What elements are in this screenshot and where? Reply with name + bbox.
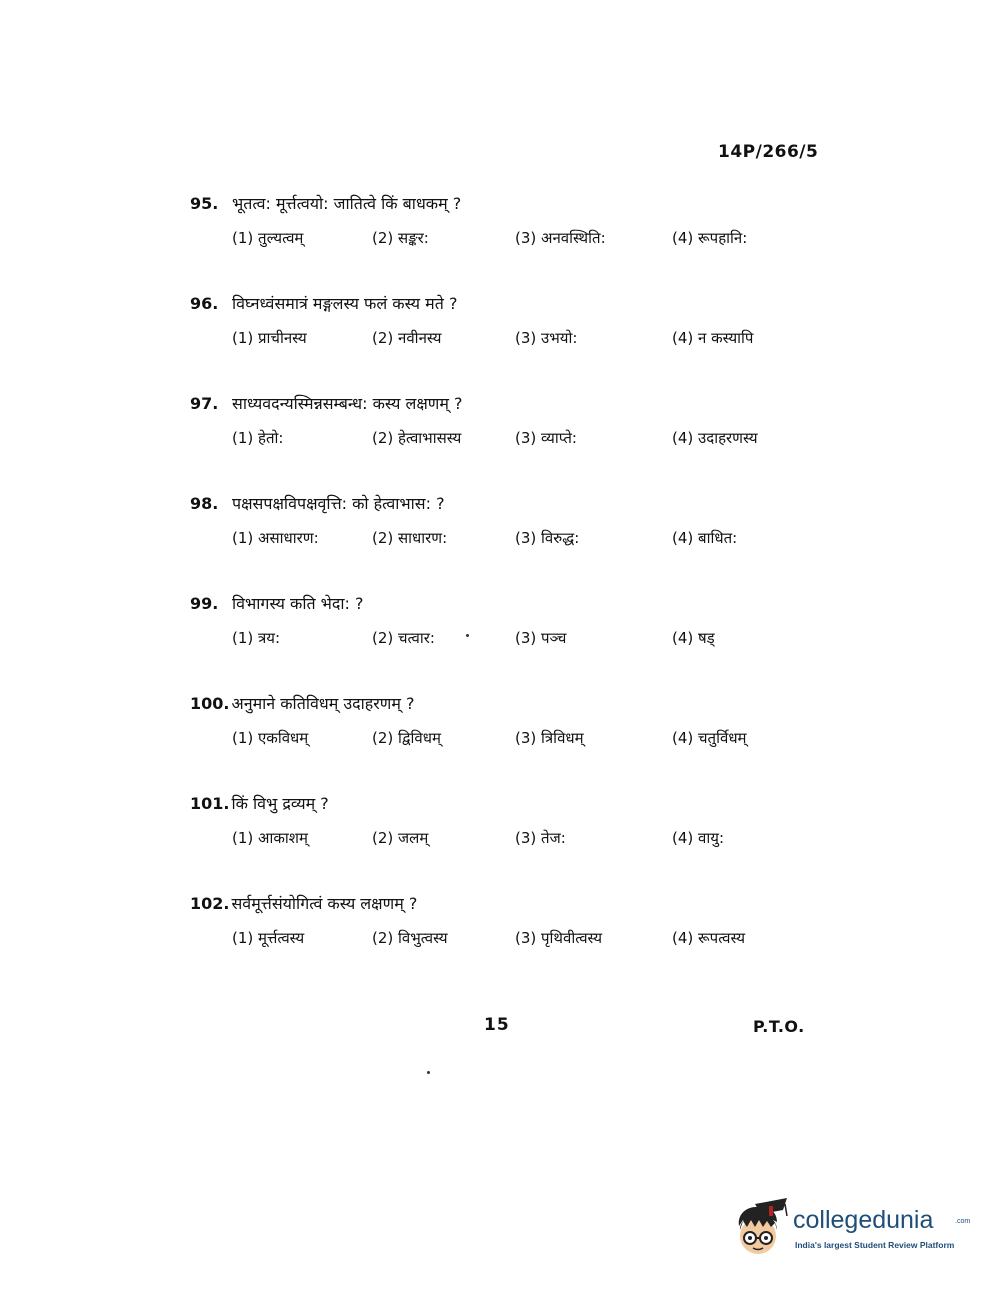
question-number: 102. (190, 894, 230, 913)
question-line (190, 492, 445, 514)
option-1: (1) त्रय: (232, 629, 281, 647)
option-3: (3) त्रिविधम् (515, 729, 584, 747)
question-number: 101. (190, 794, 230, 813)
question-100 (190, 692, 830, 792)
option-4: (4) रूपहानि: (672, 229, 748, 247)
question-number: 96. (190, 294, 219, 313)
option-2: (2) सङ्कर: (372, 229, 429, 247)
options-row (232, 228, 792, 254)
scan-speck (427, 1071, 430, 1074)
option-3: (3) अनवस्थिति: (515, 229, 606, 247)
question-text: किं विभु द्रव्यम् ? (231, 794, 329, 813)
options-row (232, 528, 792, 554)
option-2: (2) हेत्वाभासस्य (372, 429, 462, 447)
option-3: (3) उभयो: (515, 329, 578, 347)
question-number: 99. (190, 594, 219, 613)
option-1: (1) प्राचीनस्य (232, 329, 307, 347)
question-text: सर्वमूर्त्तसंयोगित्वं कस्य लक्षणम् ? (231, 894, 418, 913)
question-line (190, 392, 463, 414)
question-99 (190, 592, 830, 692)
paper-code: 14P/266/5 (718, 142, 819, 162)
graduate-mascot-icon (733, 1196, 791, 1260)
collegedunia-watermark (733, 1196, 971, 1266)
question-line (190, 592, 364, 614)
brand-tagline: India's largest Student Review Platform (795, 1240, 955, 1250)
option-2: (2) द्विविधम् (372, 729, 441, 747)
option-3: (3) पञ्च (515, 629, 567, 647)
brand-name: collegedunia (793, 1206, 934, 1234)
question-102 (190, 892, 830, 992)
options-row (232, 728, 792, 754)
question-text: साध्यवदन्यस्मिन्नसम्बन्ध: कस्य लक्षणम् ? (232, 394, 463, 413)
option-3: (3) विरुद्ध: (515, 529, 580, 547)
option-3: (3) व्याप्ते: (515, 429, 577, 447)
option-2: (2) विभुत्वस्य (372, 929, 448, 947)
options-row (232, 928, 792, 954)
option-2: (2) साधारण: (372, 529, 448, 547)
option-1: (1) तुल्यत्वम् (232, 229, 304, 247)
question-number: 97. (190, 394, 219, 413)
option-1: (1) हेतो: (232, 429, 284, 447)
option-4: (4) उदाहरणस्य (672, 429, 758, 447)
question-line (190, 292, 457, 314)
scan-speck (466, 634, 469, 637)
brand-suffix: .com (955, 1218, 971, 1225)
question-97 (190, 392, 830, 492)
options-row (232, 328, 792, 354)
option-4: (4) बाधित: (672, 529, 738, 547)
question-line (190, 792, 329, 814)
option-3: (3) पृथिवीत्वस्य (515, 929, 603, 947)
question-text: भूतत्व: मूर्त्तत्वयो: जातित्वे किं बाधकम् ? (232, 194, 462, 213)
option-4: (4) वायु: (672, 829, 724, 847)
page-number: 15 (484, 1015, 510, 1035)
option-2: (2) नवीनस्य (372, 329, 442, 347)
option-1: (1) असाधारण: (232, 529, 319, 547)
option-1: (1) मूर्त्तत्वस्य (232, 929, 305, 947)
question-number: 100. (190, 694, 230, 713)
option-4: (4) षड् (672, 629, 715, 647)
question-text: पक्षसपक्षविपक्षवृत्ति: को हेत्वाभास: ? (232, 494, 445, 513)
question-96 (190, 292, 830, 392)
option-1: (1) आकाशम् (232, 829, 308, 847)
question-line (190, 192, 461, 214)
question-line (190, 892, 417, 914)
option-4: (4) रूपत्वस्य (672, 929, 746, 947)
question-list (190, 192, 830, 992)
option-2: (2) चत्वार: (372, 629, 435, 647)
option-1: (1) एकविधम् (232, 729, 309, 747)
option-4: (4) चतुर्विधम् (672, 729, 747, 747)
question-number: 98. (190, 494, 219, 513)
option-3: (3) तेज: (515, 829, 566, 847)
option-2: (2) जलम् (372, 829, 429, 847)
question-number: 95. (190, 194, 219, 213)
question-text: अनुमाने कतिविधम् उदाहरणम् ? (231, 694, 415, 713)
question-text: विभागस्य कति भेदा: ? (232, 594, 364, 613)
options-row (232, 628, 792, 654)
question-95 (190, 192, 830, 292)
question-101 (190, 792, 830, 892)
option-4: (4) न कस्यापि (672, 329, 754, 347)
pto-label: P.T.O. (753, 1017, 805, 1036)
question-line (190, 692, 415, 714)
question-text: विघ्नध्वंसमात्रं मङ्गलस्य फलं कस्य मते ? (232, 294, 458, 313)
options-row (232, 828, 792, 854)
options-row (232, 428, 792, 454)
question-98 (190, 492, 830, 592)
